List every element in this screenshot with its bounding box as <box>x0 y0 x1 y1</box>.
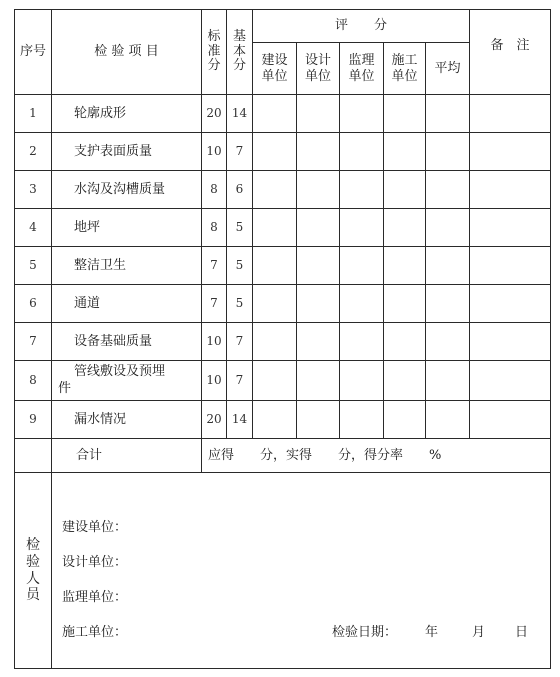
score-cell[interactable] <box>340 247 384 285</box>
date-label: 检验日期： <box>332 625 398 640</box>
row-base: 5 <box>227 285 253 323</box>
score-cell[interactable] <box>426 133 470 171</box>
row-base: 5 <box>227 209 253 247</box>
score-cell[interactable] <box>253 133 297 171</box>
remarks-cell[interactable] <box>470 95 551 133</box>
contractor-unit-label: 施工单位： <box>62 625 128 640</box>
total-label: 合计 <box>52 439 202 473</box>
score-cell[interactable] <box>253 95 297 133</box>
row-item: 管线敷设及预埋 件 <box>52 361 202 401</box>
row-base: 14 <box>227 401 253 439</box>
row-std: 20 <box>202 401 227 439</box>
header-sub-owner: 建设 单位 <box>253 43 297 95</box>
header-sub-designer: 设计 单位 <box>297 43 340 95</box>
table-row <box>15 95 551 133</box>
score-cell[interactable] <box>384 323 426 361</box>
score-cell[interactable] <box>384 209 426 247</box>
score-cell[interactable] <box>253 285 297 323</box>
header-seq: 序号 <box>15 10 52 95</box>
row-base: 14 <box>227 95 253 133</box>
inspectors-area <box>52 473 551 669</box>
inspectors-row <box>15 473 551 669</box>
score-cell[interactable] <box>426 247 470 285</box>
row-std: 10 <box>202 323 227 361</box>
remarks-cell[interactable] <box>470 247 551 285</box>
row-item: 整洁卫生 <box>52 247 202 285</box>
total-seq-cell <box>15 439 52 473</box>
header-sub-average: 平均 <box>426 43 470 95</box>
header-std-score: 标 准 分 <box>202 10 227 95</box>
total-row <box>15 439 551 473</box>
header-remarks: 备 注 <box>470 10 551 95</box>
row-base: 7 <box>227 361 253 401</box>
row-seq: 4 <box>15 209 52 247</box>
score-cell[interactable] <box>384 171 426 209</box>
score-cell[interactable] <box>297 401 340 439</box>
row-item: 漏水情况 <box>52 401 202 439</box>
row-item: 水沟及沟槽质量 <box>52 171 202 209</box>
header-sub-contractor: 施工 单位 <box>384 43 426 95</box>
score-cell[interactable] <box>253 323 297 361</box>
row-seq: 8 <box>15 361 52 401</box>
score-cell[interactable] <box>426 209 470 247</box>
remarks-cell[interactable] <box>470 323 551 361</box>
header-sub-supervisor: 监理 单位 <box>340 43 384 95</box>
date-day: 日 <box>515 625 529 640</box>
inspection-score-table <box>14 9 551 669</box>
supervisor-unit-label: 监理单位： <box>62 590 128 605</box>
row-std: 8 <box>202 171 227 209</box>
row-item: 地坪 <box>52 209 202 247</box>
table-row <box>15 171 551 209</box>
row-item: 轮廓成形 <box>52 95 202 133</box>
row-std: 10 <box>202 361 227 401</box>
row-std: 8 <box>202 209 227 247</box>
date-month: 月 <box>472 625 486 640</box>
score-cell[interactable] <box>340 171 384 209</box>
score-cell[interactable] <box>253 247 297 285</box>
score-cell[interactable] <box>384 401 426 439</box>
score-cell[interactable] <box>297 95 340 133</box>
score-cell[interactable] <box>340 401 384 439</box>
score-cell[interactable] <box>426 361 470 401</box>
remarks-cell[interactable] <box>470 209 551 247</box>
score-cell[interactable] <box>384 361 426 401</box>
score-cell[interactable] <box>297 209 340 247</box>
row-std: 7 <box>202 285 227 323</box>
row-item: 通道 <box>52 285 202 323</box>
remarks-cell[interactable] <box>470 285 551 323</box>
inspection-date <box>332 625 528 641</box>
header-item: 检 验 项 目 <box>52 10 202 95</box>
row-item: 设备基础质量 <box>52 323 202 361</box>
score-cell[interactable] <box>253 401 297 439</box>
score-cell[interactable] <box>253 171 297 209</box>
score-cell[interactable] <box>426 323 470 361</box>
score-cell[interactable] <box>426 171 470 209</box>
row-base: 7 <box>227 133 253 171</box>
score-cell[interactable] <box>384 285 426 323</box>
row-seq: 2 <box>15 133 52 171</box>
table-row <box>15 361 551 401</box>
row-base: 6 <box>227 171 253 209</box>
row-std: 20 <box>202 95 227 133</box>
row-base: 7 <box>227 323 253 361</box>
table-row <box>15 247 551 285</box>
row-seq: 9 <box>15 401 52 439</box>
score-cell[interactable] <box>297 323 340 361</box>
score-cell[interactable] <box>384 133 426 171</box>
score-cell[interactable] <box>297 361 340 401</box>
row-seq: 6 <box>15 285 52 323</box>
designer-unit-label: 设计单位： <box>62 555 128 570</box>
header-scoring: 评 分 <box>253 10 470 43</box>
row-std: 10 <box>202 133 227 171</box>
score-cell[interactable] <box>253 209 297 247</box>
score-cell[interactable] <box>340 285 384 323</box>
score-cell[interactable] <box>384 95 426 133</box>
score-cell[interactable] <box>340 361 384 401</box>
score-cell[interactable] <box>297 133 340 171</box>
total-summary: 应得 分，实得 分，得分率 % <box>202 439 551 473</box>
table-row <box>15 401 551 439</box>
row-seq: 3 <box>15 171 52 209</box>
row-item: 支护表面质量 <box>52 133 202 171</box>
remarks-cell[interactable] <box>470 133 551 171</box>
score-cell[interactable] <box>426 401 470 439</box>
score-cell[interactable] <box>340 209 384 247</box>
score-cell[interactable] <box>253 361 297 401</box>
table-row <box>15 133 551 171</box>
inspectors-side-label: 检 验 人 员 <box>15 473 52 669</box>
score-cell[interactable] <box>340 323 384 361</box>
remarks-cell[interactable] <box>470 361 551 401</box>
score-cell[interactable] <box>426 95 470 133</box>
header-base-score: 基 本 分 <box>227 10 253 95</box>
score-cell[interactable] <box>426 285 470 323</box>
score-cell[interactable] <box>297 247 340 285</box>
date-year: 年 <box>425 625 439 640</box>
table-row <box>15 285 551 323</box>
row-seq: 5 <box>15 247 52 285</box>
score-cell[interactable] <box>297 171 340 209</box>
score-cell[interactable] <box>384 247 426 285</box>
row-seq: 1 <box>15 95 52 133</box>
table-row <box>15 323 551 361</box>
score-cell[interactable] <box>297 285 340 323</box>
table-row <box>15 209 551 247</box>
remarks-cell[interactable] <box>470 401 551 439</box>
owner-unit-label: 建设单位： <box>62 520 128 535</box>
row-base: 5 <box>227 247 253 285</box>
remarks-cell[interactable] <box>470 171 551 209</box>
score-cell[interactable] <box>340 133 384 171</box>
row-std: 7 <box>202 247 227 285</box>
row-seq: 7 <box>15 323 52 361</box>
score-cell[interactable] <box>340 95 384 133</box>
